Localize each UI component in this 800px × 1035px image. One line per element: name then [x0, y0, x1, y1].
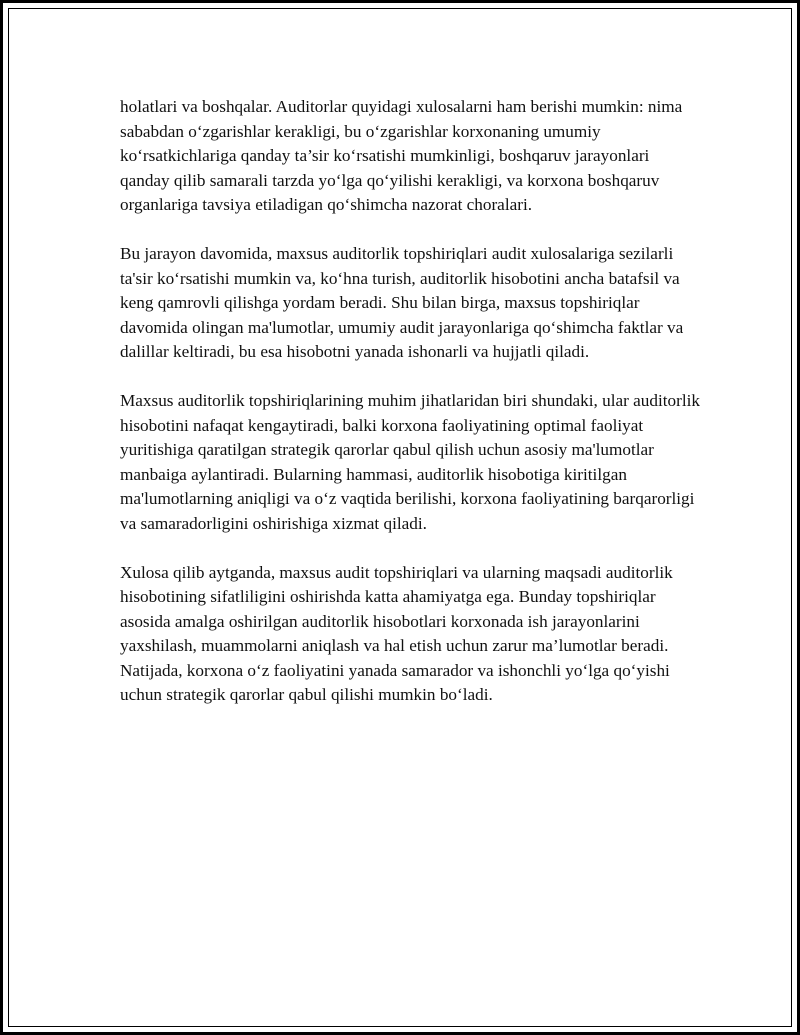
paragraph-3: Maxsus auditorlik topshiriqlarining muhim jihatlaridan biri shundaki, ular auditorlik hisobotini nafaqat kengaytiradi, balki korxona faoliyatining optimal faoliyat yuritishiga qaratilgan strategik qarorlar qabul qilish uchun asosiy ma'lumotlar manbaiga aylantiradi. Bularning hammasi, auditorlik hisobotiga kiritilgan ma'lumotlarning aniqligi va o‘z vaqtida berilishi, korxona faoliyatining barqarorligi va samaradorligini oshirishiga xizmat qiladi.: [120, 391, 700, 533]
paragraph-4: Xulosa qilib aytganda, maxsus audit topshiriqlari va ularning maqsadi auditorlik hisobotining sifatliligini oshirishda katta ahamiyatga ega. Bunday topshiriqlar asosida amalga oshirilgan auditorlik hisobotlari korxonada ish jarayonlarini yaxshilash, muammolarni aniqlash va hal etish uchun zarur ma’lumotlar beradi. Natijada, korxona o‘z faoliyatini yanada samarador va ishonchli yo‘lga qo‘yishi uchun strategik qarorlar qabul qilishi mumkin bo‘ladi.: [120, 562, 673, 704]
document-body: [120, 95, 700, 732]
paragraph-2: Bu jarayon davomida, maxsus auditorlik topshiriqlari audit xulosalariga sezilarli ta'sir ko‘rsatishi mumkin va, ko‘hna turish, auditorlik hisobotini ancha batafsil va keng qamrovli qilishga yordam beradi. Shu bilan birga, maxsus topshiriqlar davomida olingan ma'lumotlar, umumiy audit jarayonlariga qo‘shimcha faktlar va dalillar keltiradi, bu esa hisobotni yanada ishonarli va hujjatli qiladi.: [120, 244, 684, 361]
paragraph-1: holatlari va boshqalar. Auditorlar quyidagi xulosalarni ham berishi mumkin: nima sababdan o‘zgarishlar kerakligi, bu o‘zgarishlar korxonaning umumiy ko‘rsatkichlariga qanday ta’sir ko‘rsatishi mumkinligi, boshqaruv jarayonlari qanday qilib samarali tarzda yo‘lga qo‘yilishi kerakligi, va korxona boshqaruv organlariga tavsiya etiladigan qo‘shimcha nazorat choralari.: [120, 97, 683, 214]
